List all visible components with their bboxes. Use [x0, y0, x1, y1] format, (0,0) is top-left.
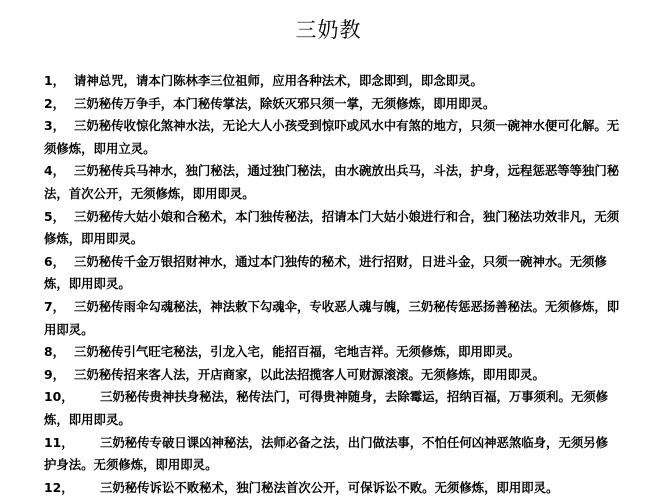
item-number: 7， — [44, 298, 66, 314]
list-item — [44, 160, 620, 205]
item-number: 10， — [44, 389, 74, 405]
list-item — [44, 432, 620, 477]
item-number: 8， — [44, 344, 66, 360]
list-item — [44, 386, 620, 431]
item-number: 5， — [44, 208, 66, 224]
numbered-list — [44, 70, 620, 499]
item-number: 1， — [44, 73, 66, 88]
item-number: 4， — [44, 163, 66, 179]
item-text: 三奶秘传引气旺宅秘法，引龙入宅，能招百福，宅地吉祥。无须修炼，即用即灵。 — [74, 344, 521, 360]
item-text: 三奶秘传贵神扶身秘法，秘传法门，可得贵神随身，去除霉运，招纳百福，万事须利。无须修炼，即用即灵。 — [44, 389, 609, 427]
item-text: 三奶秘传千金万银招财神水，通过本门独传的秘术，进行招财，日进斗金，只须一碗神水。无须修炼，即用即灵。 — [44, 253, 607, 292]
item-text: 三奶秘传雨伞勾魂秘法，神法敕下勾魂伞，专收恶人魂与魄，三奶秘传惩恶扬善秘法。无须修炼，即用即灵。 — [44, 298, 620, 337]
list-item — [44, 364, 620, 387]
list-item — [44, 206, 620, 251]
item-number: 9， — [44, 366, 66, 382]
item-text: 三奶秘传招来客人法，开店商家，以此法招揽客人可财源滚滚。无须修炼，即用即灵。 — [74, 366, 545, 382]
item-text: 请神总咒，请本门陈林李三位祖师，应用各种法术，即念即到，即念即灵。 — [74, 73, 483, 88]
list-item — [44, 70, 620, 93]
list-item — [44, 341, 620, 364]
item-number: 12， — [44, 479, 74, 495]
item-text: 三奶秘传诉讼不败秘术，独门秘法首次公开，可保诉讼不败。无须修炼，即用即灵。 — [100, 479, 559, 495]
item-text: 三奶秘传大姑小娘和合秘术，本门独传秘法，招请本门大姑小娘进行和合，独门秘法功效非凡，无须修炼，即用即灵。 — [44, 208, 620, 247]
item-text: 三奶秘传专破日课凶神秘法，法师必备之法，出门做法事，不怕任何凶神恶煞临身，无须另修护身法。无须修炼，即用即灵。 — [44, 434, 609, 473]
list-item — [44, 251, 620, 296]
list-item — [44, 296, 620, 341]
item-text: 三奶秘传兵马神水，独门秘法，通过独门秘法，由水碗放出兵马，斗法，护身，远程惩恶等等独门秘法，首次公开，无须修炼，即用即灵。 — [44, 163, 620, 201]
list-item — [44, 115, 620, 160]
list-item — [44, 93, 620, 116]
list-item — [44, 477, 620, 499]
item-number: 11， — [44, 434, 74, 450]
item-number: 6， — [44, 253, 66, 269]
item-text: 三奶秘传收惊化煞神水法，无论大人小孩受到惊吓或风水中有煞的地方，只须一碗神水便可化解。无须修炼，即用立灵。 — [44, 118, 620, 156]
item-number: 3， — [44, 118, 66, 134]
page-title: 三奶教 — [295, 18, 362, 42]
item-text: 三奶秘传万争手，本门秘传掌法，除妖灭邪只须一掌，无须修炼，即用即灵。 — [74, 95, 496, 111]
item-number: 2， — [44, 95, 66, 111]
